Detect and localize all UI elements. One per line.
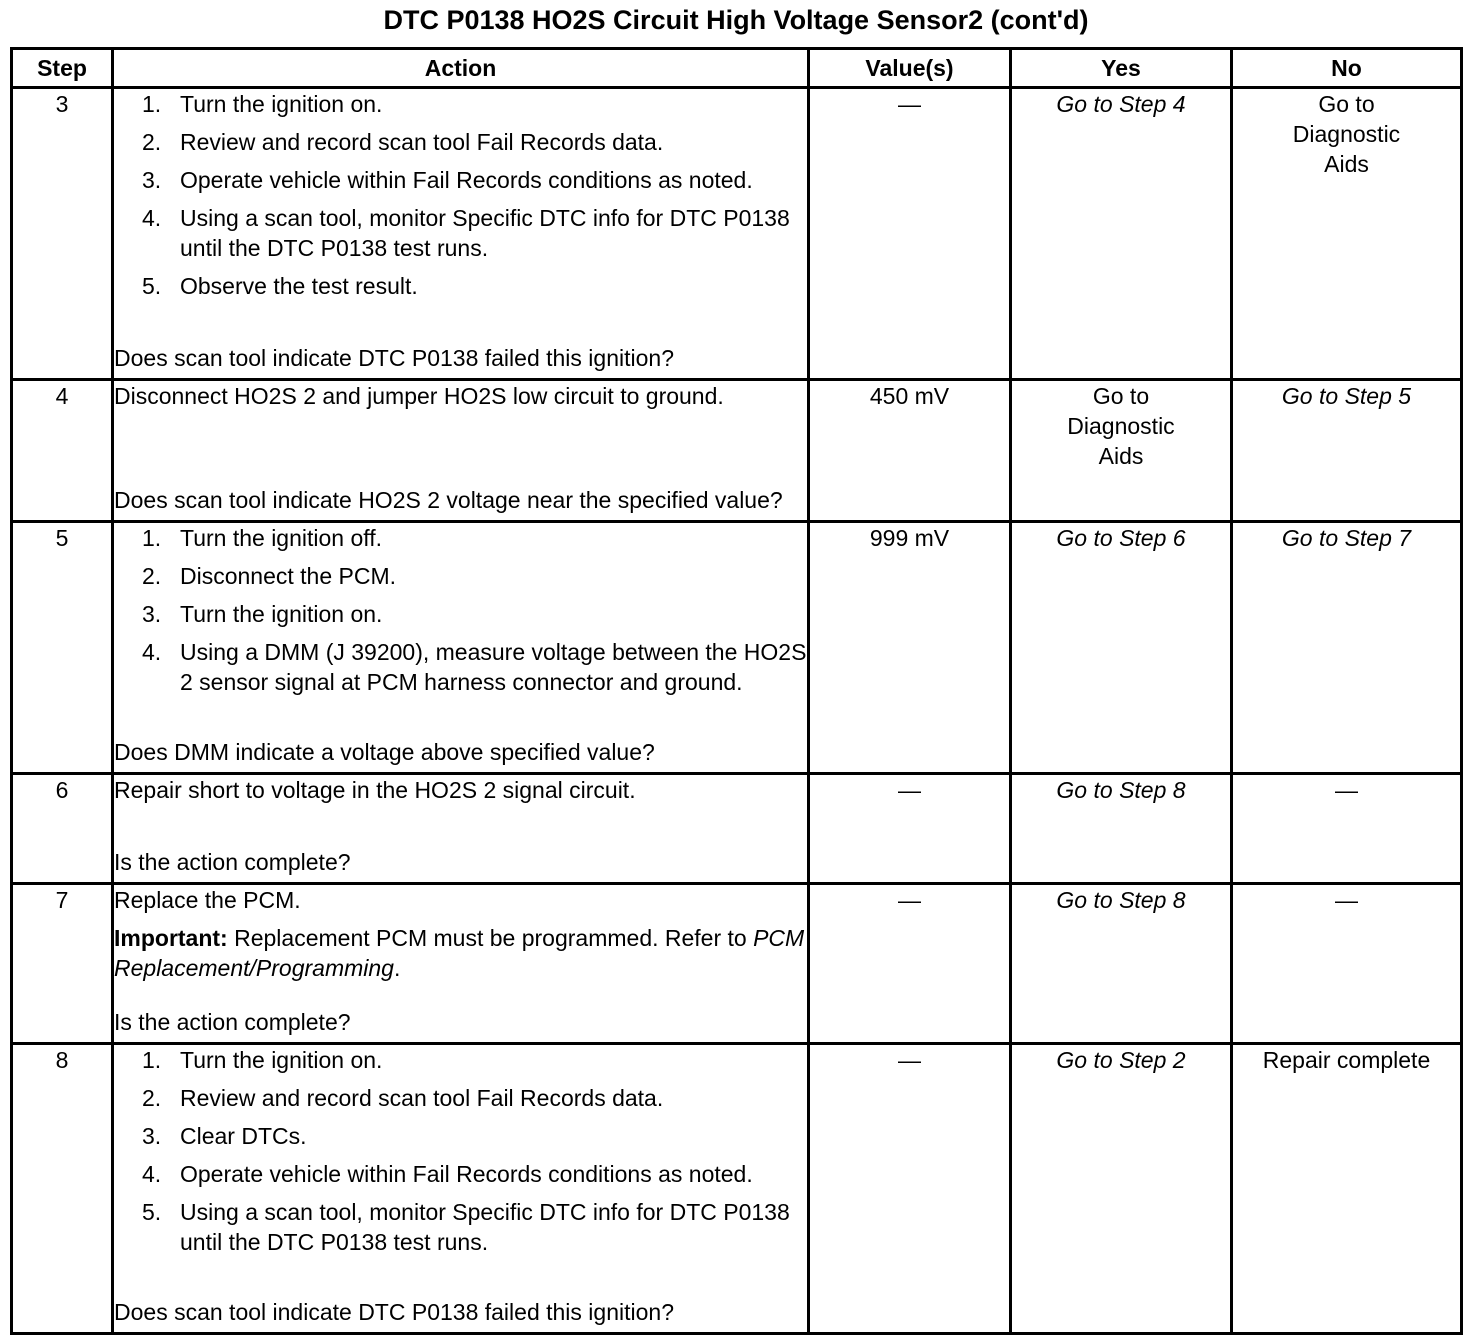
value-cell: — (809, 884, 1011, 1044)
diagnostic-table (10, 47, 1463, 1335)
no-cell: Go to Step 7 (1232, 522, 1462, 774)
step-number: 8 (12, 1044, 113, 1334)
list-item: 3. Turn the ignition on. (142, 601, 383, 627)
yes-cell: Go to Diagnostic Aids (1011, 380, 1232, 522)
table-row (12, 774, 1462, 884)
step-number: 5 (12, 522, 113, 774)
page-title: DTC P0138 HO2S Circuit High Voltage Sensor2 (cont'd) (383, 5, 1089, 35)
list-item: 5. Using a scan tool, monitor Specific DTC info for DTC P0138 until the DTC P0138 test runs. (142, 1199, 790, 1255)
yes-cell: Go to Step 8 (1011, 774, 1232, 884)
list-item: 1. Turn the ignition on. (142, 91, 383, 117)
action-cell (113, 88, 809, 380)
table-row (12, 380, 1462, 522)
list-item: 2. Disconnect the PCM. (142, 563, 397, 589)
action-list (114, 523, 807, 697)
important-note: Important: Replacement PCM must be programmed. Refer to PCM Replacement/Programming. (114, 925, 805, 981)
header-step: Step (12, 49, 113, 88)
no-cell: — (1232, 884, 1462, 1044)
list-item: 5. Observe the test result. (142, 273, 418, 299)
list-item: 1. Turn the ignition on. (142, 1047, 383, 1073)
list-item: 4. Using a DMM (J 39200), measure voltage between the HO2S 2 sensor signal at PCM harness connector and ground. (142, 639, 807, 695)
action-text: Disconnect HO2S 2 and jumper HO2S low circuit to ground. (114, 383, 724, 409)
no-cell: — (1232, 774, 1462, 884)
header-values: Value(s) (809, 49, 1011, 88)
action-list (114, 89, 807, 301)
value-cell: — (809, 774, 1011, 884)
reference-link: PCM Replacement/Programming (114, 925, 805, 981)
action-cell (113, 884, 809, 1044)
action-question: Does DMM indicate a voltage above specified value? (114, 739, 655, 765)
list-item: 3. Operate vehicle within Fail Records conditions as noted. (142, 167, 753, 193)
value-cell: — (809, 88, 1011, 380)
table-row (12, 884, 1462, 1044)
table-row (12, 522, 1462, 774)
table-row (12, 1044, 1462, 1334)
step-number: 7 (12, 884, 113, 1044)
action-text: Repair short to voltage in the HO2S 2 signal circuit. (114, 777, 636, 803)
action-text: Replace the PCM. (114, 887, 301, 913)
yes-cell: Go to Step 8 (1011, 884, 1232, 1044)
action-question: Does scan tool indicate HO2S 2 voltage near the specified value? (114, 487, 783, 513)
no-cell: Go to Step 5 (1232, 380, 1462, 522)
table-row (12, 88, 1462, 380)
action-cell (113, 1044, 809, 1334)
list-item: 3. Clear DTCs. (142, 1123, 307, 1149)
header-no: No (1232, 49, 1462, 88)
value-cell: 450 mV (809, 380, 1011, 522)
list-item: 2. Review and record scan tool Fail Records data. (142, 129, 664, 155)
list-item: 2. Review and record scan tool Fail Records data. (142, 1085, 664, 1111)
no-cell: Repair complete (1232, 1044, 1462, 1334)
yes-cell: Go to Step 2 (1011, 1044, 1232, 1334)
header-yes: Yes (1011, 49, 1232, 88)
step-number: 3 (12, 88, 113, 380)
step-number: 6 (12, 774, 113, 884)
action-list (114, 1045, 807, 1257)
yes-cell: Go to Step 6 (1011, 522, 1232, 774)
action-cell (113, 774, 809, 884)
yes-cell: Go to Step 4 (1011, 88, 1232, 380)
value-cell: — (809, 1044, 1011, 1334)
step-number: 4 (12, 380, 113, 522)
value-cell: 999 mV (809, 522, 1011, 774)
action-cell (113, 380, 809, 522)
list-item: 1. Turn the ignition off. (142, 525, 383, 551)
list-item: 4. Operate vehicle within Fail Records conditions as noted. (142, 1161, 753, 1187)
action-question: Is the action complete? (114, 1009, 351, 1035)
table-header-row (12, 49, 1462, 88)
action-question: Is the action complete? (114, 849, 351, 875)
list-item: 4. Using a scan tool, monitor Specific DTC info for DTC P0138 until the DTC P0138 test runs. (142, 205, 790, 261)
action-question: Does scan tool indicate DTC P0138 failed this ignition? (114, 1299, 674, 1325)
action-question: Does scan tool indicate DTC P0138 failed this ignition? (114, 345, 674, 371)
action-cell (113, 522, 809, 774)
no-cell: Go to Diagnostic Aids (1232, 88, 1462, 380)
header-action: Action (113, 49, 809, 88)
important-label: Important: (114, 925, 228, 951)
